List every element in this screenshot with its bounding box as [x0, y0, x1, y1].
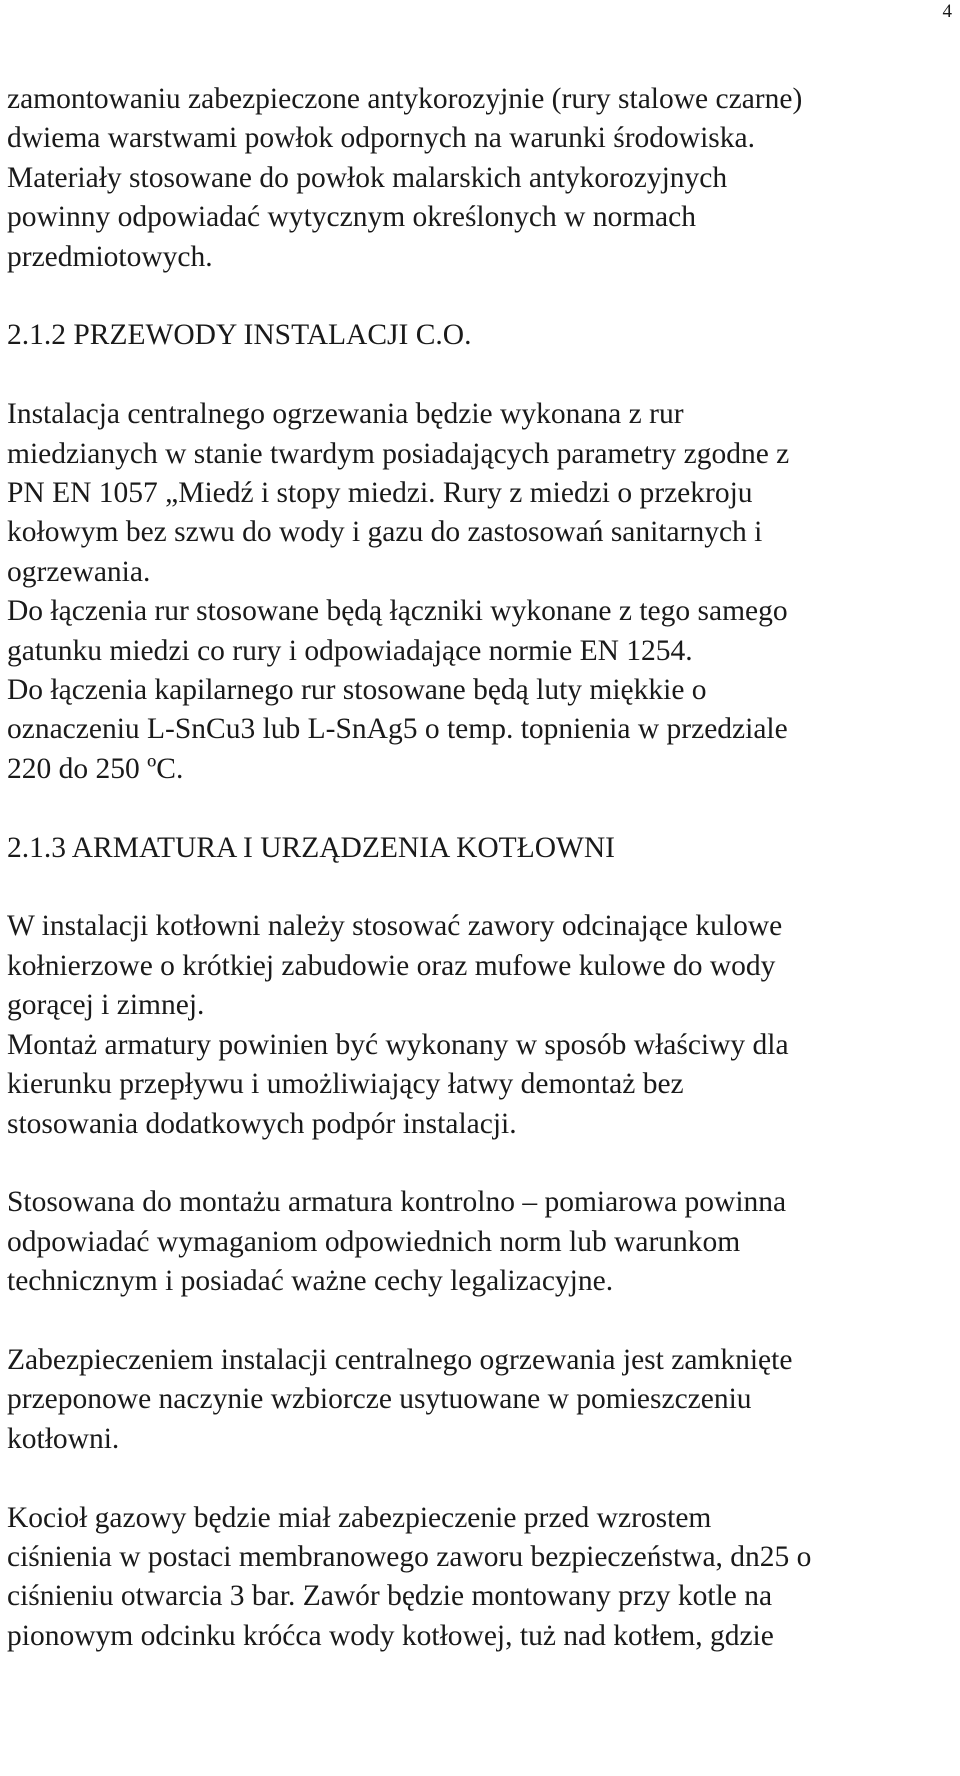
- spacer: [7, 868, 951, 907]
- paragraph-zabezpieczenie: Zabezpieczeniem instalacji centralnego ogrzewania jest zamknięte przeponowe naczynie wzbiorcze usytuowane w pomieszczeniu kotłowni.: [7, 1343, 793, 1455]
- spacer: [7, 277, 951, 316]
- section-heading-przewody: 2.1.2 PRZEWODY INSTALACJI C.O.: [7, 319, 472, 352]
- intro-paragraph: zamontowaniu zabezpieczone antykorozyjnie (rury stalowe czarne) dwiema warstwami powłok odpornych na warunki środowiska. Materiały stosowane do powłok malarskich antykorozyjnych powinny odpowiadać wytycznym określonych w normach przedmiotowych.: [7, 83, 803, 273]
- paragraph-montaz: Montaż armatury powinien być wykonany w sposób właściwy dla kierunku przepływu i umożliwiający łatwy demontaż bez stosowania dodatkowych podpór instalacji.: [7, 1028, 789, 1140]
- spacer: [7, 1302, 951, 1341]
- page-number: 4: [942, 1, 952, 22]
- paragraph-armatura-kontrolna: Stosowana do montażu armatura kontrolno – pomiarowa powinna odpowiadać wymaganiom odpowiednich norm lub warunkom technicznym i posiadać ważne cechy legalizacyjne.: [7, 1186, 787, 1298]
- paragraph-kociol: Kocioł gazowy będzie miał zabezpieczenie przed wzrostem ciśnienia w postaci membranowego zaworu bezpieczeństwa, dn25 o ciśnieniu otwarcia 3 bar. Zawór będzie montowany przy kotle na pionowym odcinku króćca wody kotłowej, tuż nad kotłem, gdzie: [7, 1501, 812, 1652]
- paragraph-luty: Do łączenia kapilarnego rur stosowane będą luty miękkie o oznaczeniu L-SnCu3 lub L-SnAg5 o temp. topnienia w przedziale 220 do 250 ºC.: [7, 674, 788, 785]
- spacer: [7, 1144, 951, 1183]
- paragraph-laczniki: Do łączenia rur stosowane będą łączniki wykonane z tego samego gatunku miedzi co rury i odpowiadające normie EN 1254.: [7, 595, 788, 667]
- spacer: [7, 789, 951, 828]
- spacer: [7, 356, 951, 395]
- spacer: [7, 1459, 951, 1498]
- section-heading-armatura: 2.1.3 ARMATURA I URZĄDZENIA KOTŁOWNI: [7, 831, 615, 864]
- paragraph-instalacja: Instalacja centralnego ogrzewania będzie wykonana z rur miedzianych w stanie twardym posiadających parametry zgodne z PN EN 1057 „Miedź i stopy miedzi. Rury z miedzi o przekroju kołowym bez szwu do wody i gazu do zastosowań sanitarnych i ogrzewania.: [7, 398, 790, 588]
- document-body: [7, 80, 951, 1656]
- paragraph-zawory: W instalacji kotłowni należy stosować zawory odcinające kulowe kołnierzowe o krótkiej zabudowie oraz mufowe kulowe do wody gorącej i zimnej.: [7, 910, 783, 1022]
